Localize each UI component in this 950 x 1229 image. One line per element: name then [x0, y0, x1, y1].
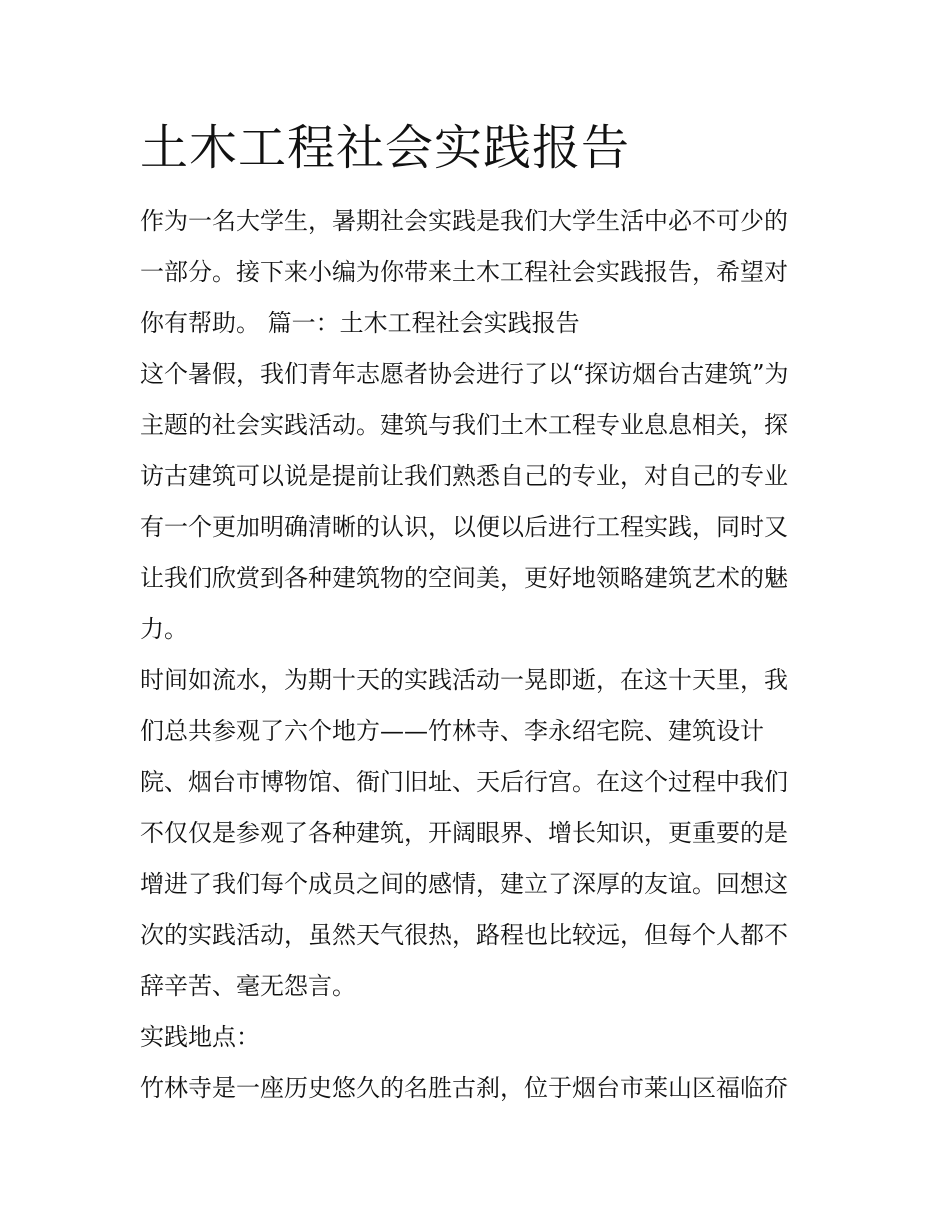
text-line: 们总共参观了六个地方——竹林寺、李永绍宅院、建筑设计: [140, 717, 764, 745]
text-line: 不仅仅是参观了各种建筑，开阔眼界、增长知识，更重要的是: [140, 819, 788, 847]
text-line: 院、烟台市博物馆、衙门旧址、天后行宫。在这个过程中我们: [140, 768, 788, 796]
paragraph-ten-days: [140, 655, 816, 1012]
text-line: 次的实践活动，虽然天气很热，路程也比较远，但每个人都不: [140, 921, 788, 949]
text-line: 作为一名大学生，暑期社会实践是我们大学生活中必不可少的: [140, 207, 788, 235]
text-line: 你有帮助。 篇一：土木工程社会实践报告: [140, 309, 580, 337]
text-line: 一部分。接下来小编为你带来土木工程社会实践报告，希望对: [140, 258, 788, 286]
section-heading-locations: [140, 1012, 816, 1063]
text-line: 实践地点：: [140, 1023, 260, 1051]
paragraph-bamboo-temple: [140, 1063, 816, 1114]
text-line: 主题的社会实践活动。建筑与我们土木工程专业息息相关，探: [140, 411, 788, 439]
text-line: 力。: [140, 615, 188, 643]
document-title: 土木工程社会实践报告: [140, 120, 631, 176]
text-line: 辞辛苦、毫无怨言。: [140, 972, 356, 1000]
text-line: 竹林寺是一座历史悠久的名胜古刹，位于烟台市莱山区福临夼: [140, 1074, 788, 1102]
text-line: 有一个更加明确清晰的认识，以便以后进行工程实践，同时又: [140, 513, 788, 541]
text-line: 这个暑假，我们青年志愿者协会进行了以“探访烟台古建筑”为: [140, 360, 789, 388]
text-line: 时间如流水，为期十天的实践活动一晃即逝，在这十天里，我: [140, 666, 788, 694]
document-content: [140, 118, 816, 1114]
document-body: [140, 196, 816, 1114]
paragraph-summer-activity: [140, 349, 816, 655]
paragraph-intro: [140, 196, 816, 349]
text-line: 增进了我们每个成员之间的感情，建立了深厚的友谊。回想这: [140, 870, 788, 898]
text-line: 让我们欣赏到各种建筑物的空间美，更好地领略建筑艺术的魅: [140, 564, 788, 592]
text-line: 访古建筑可以说是提前让我们熟悉自己的专业，对自己的专业: [140, 462, 788, 490]
